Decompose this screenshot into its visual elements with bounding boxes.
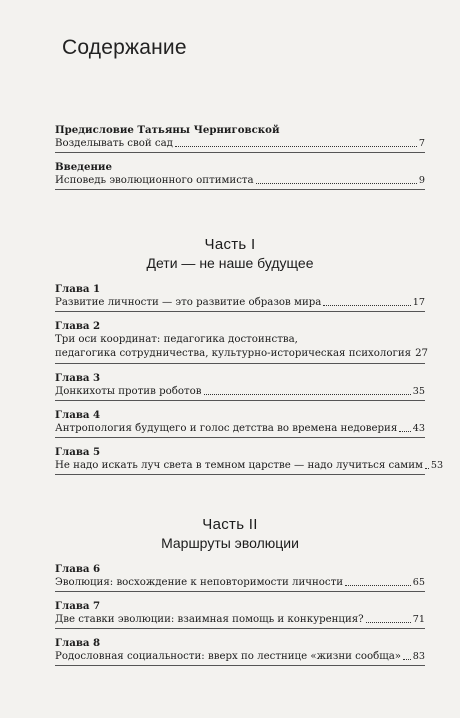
leader-dots [256,183,417,184]
front-matter [55,124,425,198]
entry-title: Исповедь эволюционного оптимиста [55,175,254,186]
entry-title: Возделывать свой сад [55,138,173,149]
page-number: 71 [412,614,425,625]
chapter-title: Донкихоты против роботов [55,386,202,397]
leader-dots [204,394,411,395]
leader-dots [175,146,417,147]
part2-chapters [55,563,425,674]
chapter-label: Глава 4 [55,409,101,421]
page-number: 43 [412,423,425,434]
chapter-title-line: педагогика сотрудничества, культурно-историческая психология [55,348,412,359]
leader-dots [403,659,411,660]
chapter-title: Эволюция: восхождение к неповторимости личности [55,577,344,588]
page-number: 9 [418,175,425,186]
chapter-label: Глава 2 [55,320,101,332]
chapter-title: Развитие личности — это развитие образов мира [55,297,322,308]
leader-dots [345,585,411,586]
part-number: Часть I [204,236,256,253]
chapter-title: Не надо искать луч света в темном царстве — надо лучиться самим [55,460,423,471]
part-title: Дети — не наше будущее [146,255,314,271]
toc-entry[interactable] [55,576,425,592]
page-number: 7 [418,138,425,149]
toc-entry[interactable] [55,174,425,190]
leader-dots [399,431,411,432]
toc-entry[interactable] [55,385,425,401]
leader-dots [425,468,429,469]
chapter-label: Глава 6 [55,563,101,575]
page-number: 83 [412,651,425,662]
toc-entry[interactable] [55,613,425,629]
toc-entry[interactable] [55,422,425,438]
entry-label: Введение [55,161,112,173]
chapter-label: Глава 7 [55,600,101,612]
chapter-label: Глава 3 [55,372,101,384]
chapter-title: Антропология будущего и голос детства во времена недоверия [55,423,398,434]
chapter-label: Глава 5 [55,446,101,458]
toc-entry[interactable] [55,137,425,153]
toc-entry[interactable] [55,296,425,312]
part1-chapters [55,283,444,483]
toc-entry[interactable] [55,650,425,666]
entry-label: Предисловие Татьяны Черниговской [55,124,280,136]
chapter-title: Две ставки эволюции: взаимная помощь и конкуренция? [55,614,364,625]
page-number: 53 [430,460,444,471]
part-number: Часть II [202,516,258,533]
page-title: Содержание [62,36,187,59]
toc-entry[interactable] [55,333,429,364]
toc-entry[interactable] [55,459,444,475]
part-heading [0,236,460,271]
chapter-label: Глава 1 [55,283,101,295]
page-number: 65 [412,577,425,588]
page-number: 17 [412,297,425,308]
page-number: 27 [415,348,429,359]
leader-dots [323,305,410,306]
part-heading [0,516,460,551]
chapter-label: Глава 8 [55,637,101,649]
chapter-title: Родословная социальности: вверх по лестнице «жизни сообща» [55,651,402,662]
page-number: 35 [412,386,425,397]
chapter-title-line: Три оси координат: педагогика достоинства, [55,334,298,345]
part-title: Маршруты эволюции [161,535,299,551]
leader-dots [366,622,411,623]
